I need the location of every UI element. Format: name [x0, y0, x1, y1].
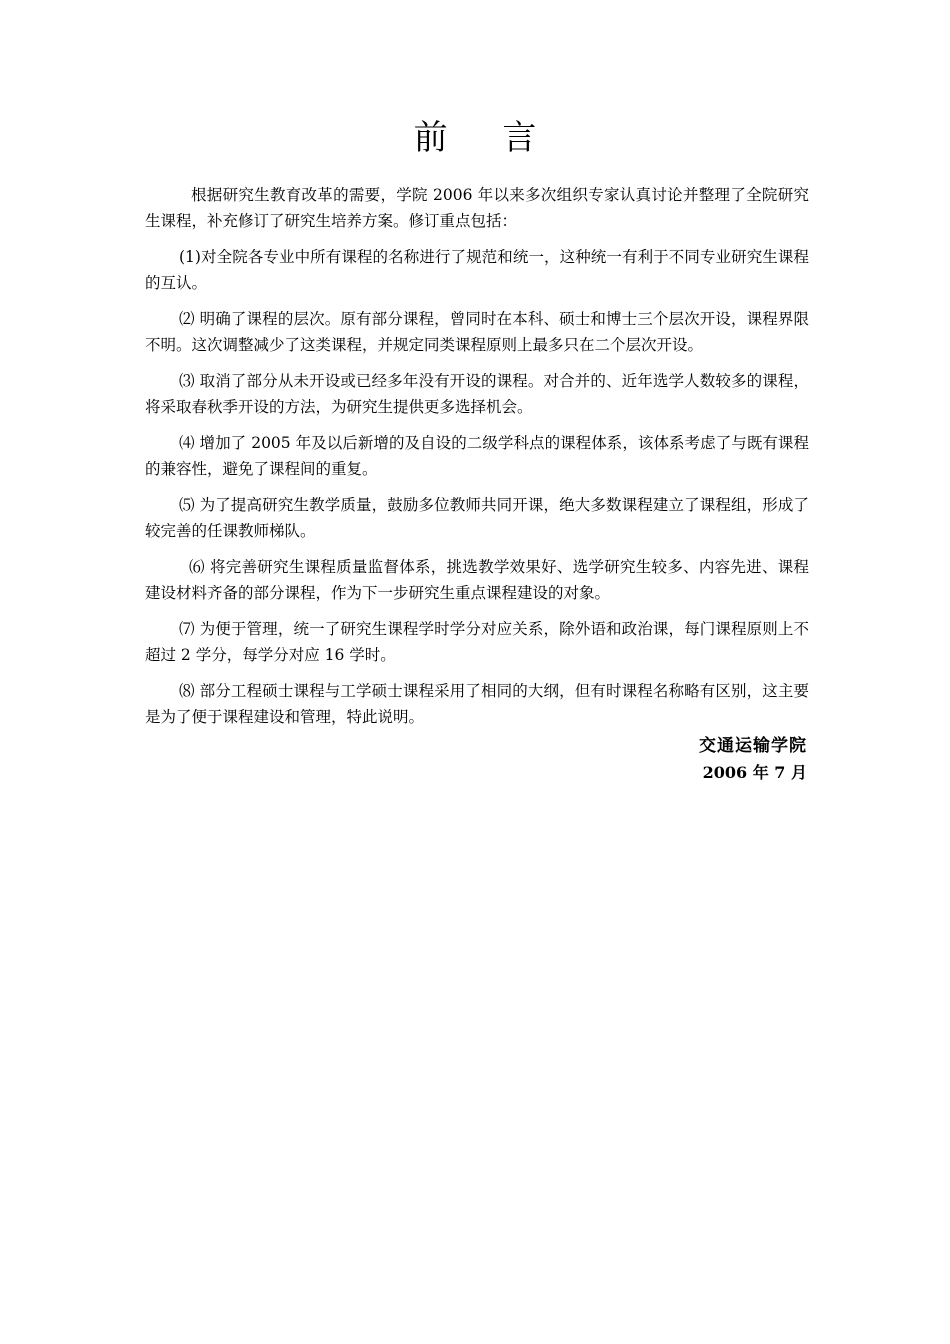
point-5-paragraph: ⑸ 为了提高研究生教学质量，鼓励多位教师共同开课，绝大多数课程建立了课程组，形成了较完善的任课教师梯队。 — [145, 496, 809, 540]
point-7-paragraph: ⑺ 为便于管理，统一了研究生课程学时学分对应关系，除外语和政治课，每门课程原则上不超过 2 学分，每学分对应 16 学时。 — [145, 620, 809, 664]
intro-paragraph: 根据研究生教育改革的需要，学院 2006 年以来多次组织专家认真讨论并整理了全院研究生课程，补充修订了研究生培养方案。修订重点包括： — [145, 186, 809, 230]
signature-date: 2006 年 7 月 — [702, 763, 807, 782]
point-2-paragraph: ⑵ 明确了课程的层次。原有部分课程，曾同时在本科、硕士和博士三个层次开设，课程界限不明。这次调整减少了这类课程，并规定同类课程原则上最多只在二个层次开设。 — [145, 310, 809, 354]
point-8-paragraph: ⑻ 部分工程硕士课程与工学硕士课程采用了相同的大纲，但有时课程名称略有区别，这主要是为了便于课程建设和管理，特此说明。 — [145, 682, 809, 726]
page-title: 前 言 — [413, 118, 559, 158]
preface-body — [145, 182, 809, 740]
signature-organization: 交通运输学院 — [699, 736, 807, 756]
signature-block — [699, 732, 807, 786]
point-1-paragraph: (1)对全院各专业中所有课程的名称进行了规范和统一，这种统一有利于不同专业研究生课程的互认。 — [145, 248, 809, 292]
point-3-paragraph: ⑶ 取消了部分从未开设或已经多年没有开设的课程。对合并的、近年选学人数较多的课程，将采取春秋季开设的方法，为研究生提供更多选择机会。 — [145, 372, 809, 416]
point-4-paragraph: ⑷ 增加了 2005 年及以后新增的及自设的二级学科点的课程体系，该体系考虑了与既有课程的兼容性，避免了课程间的重复。 — [145, 434, 809, 478]
point-6-paragraph: ⑹ 将完善研究生课程质量监督体系，挑选教学效果好、选学研究生较多、内容先进、课程建设材料齐备的部分课程，作为下一步研究生重点课程建设的对象。 — [145, 558, 809, 602]
